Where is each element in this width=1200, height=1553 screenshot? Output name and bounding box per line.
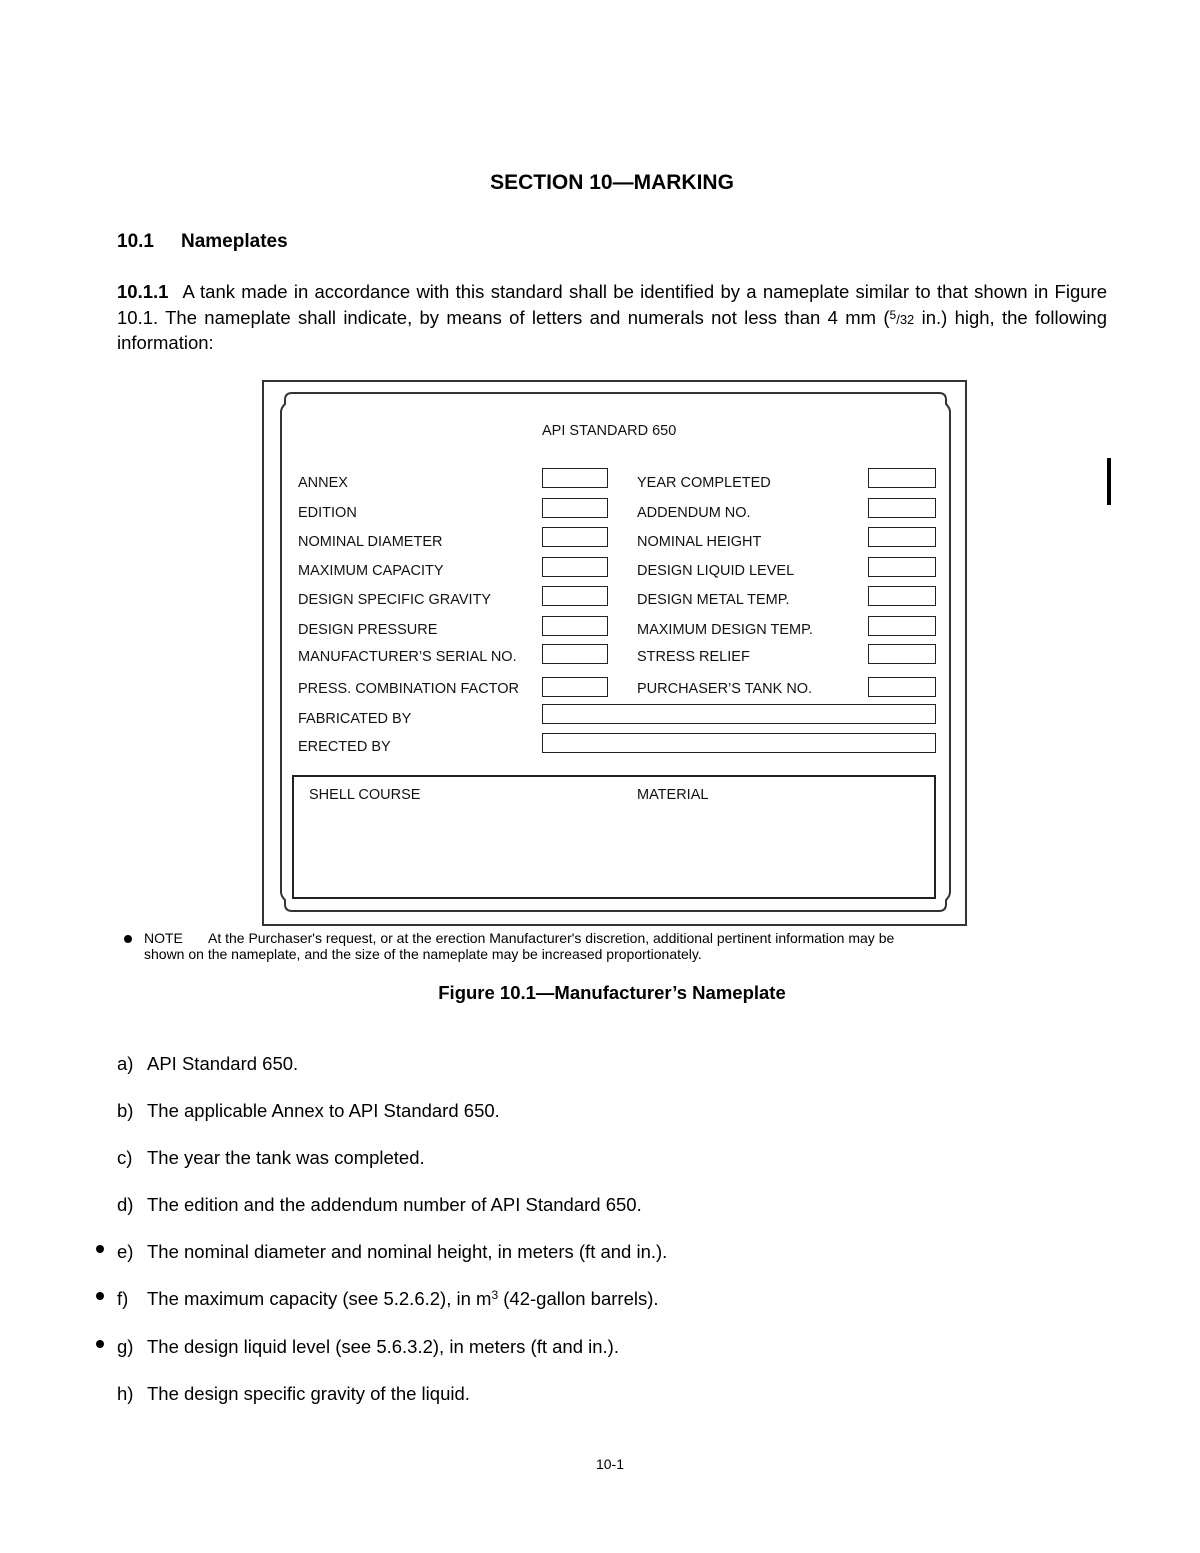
- list-item: e) The nominal diameter and nominal height, in meters (ft and in.).: [117, 1241, 668, 1262]
- list-item: c) The year the tank was completed.: [117, 1147, 425, 1168]
- nameplate-right-field: [868, 527, 936, 547]
- note-label: NOTE: [144, 930, 183, 946]
- page-number: 10-1: [595, 1456, 625, 1472]
- nameplate-right-field: [868, 557, 936, 577]
- erected-by-label: ERECTED BY: [298, 739, 391, 755]
- nameplate-right-label: DESIGN METAL TEMP.: [637, 592, 790, 608]
- nameplate-left-label: DESIGN SPECIFIC GRAVITY: [298, 592, 492, 608]
- nameplate-left-label: EDITION: [298, 505, 357, 521]
- nameplate-left-field: [542, 616, 608, 636]
- revision-bullet: [96, 1340, 104, 1348]
- nameplate-left-label: MAXIMUM CAPACITY: [298, 563, 444, 579]
- nameplate-left-label: DESIGN PRESSURE: [298, 622, 438, 638]
- nameplate-right-label: YEAR COMPLETED: [637, 475, 771, 491]
- nameplate-right-field: [868, 677, 936, 697]
- list-item: b) The applicable Annex to API Standard 650.: [117, 1100, 500, 1121]
- shell-course-label: SHELL COURSE: [309, 787, 421, 803]
- heading-title: Nameplates: [181, 231, 288, 252]
- nameplate-right-label: PURCHASER’S TANK NO.: [637, 681, 813, 697]
- note-line-2: shown on the nameplate, and the size of the nameplate may be increased proportionately.: [144, 946, 702, 962]
- paragraph-10-1-1: [117, 280, 1107, 355]
- nameplate-left-field: [542, 586, 608, 606]
- list-item: g) The design liquid level (see 5.6.3.2), in meters (ft and in.).: [117, 1336, 619, 1357]
- nameplate-right-label: DESIGN LIQUID LEVEL: [637, 563, 795, 579]
- fraction-denominator: /32: [896, 311, 915, 327]
- material-label: MATERIAL: [637, 787, 709, 803]
- nameplate-right-label: STRESS RELIEF: [637, 649, 750, 665]
- nameplate-left-field: [542, 644, 608, 664]
- revision-bullet: [124, 935, 132, 943]
- nameplate-left-label: MANUFACTURER’S SERIAL NO.: [298, 649, 517, 665]
- change-bar: [1107, 458, 1111, 505]
- nameplate-right-label: MAXIMUM DESIGN TEMP.: [637, 622, 813, 638]
- nameplate-left-label: ANNEX: [298, 475, 348, 491]
- figure-caption: Figure 10.1—Manufacturer’s Nameplate: [438, 982, 786, 1003]
- nameplate-left-field: [542, 557, 608, 577]
- nameplate-left-field: [542, 468, 608, 488]
- nameplate-right-label: NOMINAL HEIGHT: [637, 534, 762, 550]
- paragraph-text-b: in.) high, the following information:: [117, 306, 1107, 353]
- list-item: f) The maximum capacity (see 5.2.6.2), in $m^3$ (42-gallon barrels).: [117, 1288, 659, 1309]
- nameplate-right-field: [868, 586, 936, 606]
- nameplate-right-field: [868, 498, 936, 518]
- nameplate-left-label: NOMINAL DIAMETER: [298, 534, 443, 550]
- revision-bullet: [96, 1292, 104, 1300]
- list-item: h) The design specific gravity of the liquid.: [117, 1383, 470, 1404]
- list-item: a) API Standard 650.: [117, 1053, 299, 1074]
- nameplate-right-label: ADDENDUM NO.: [637, 505, 751, 521]
- subsection-heading: [117, 231, 288, 253]
- erected-by-field: [542, 733, 936, 753]
- fraction-numerator: 5: [889, 307, 897, 322]
- fabricated-by-label: FABRICATED BY: [298, 711, 412, 727]
- nameplate-right-field: [868, 616, 936, 636]
- note-line-1: At the Purchaser's request, or at the erection Manufacturer's discretion, additional pertinent information may be: [208, 930, 895, 946]
- nameplate-left-field: [542, 527, 608, 547]
- nameplate-title: API STANDARD 650: [542, 423, 677, 439]
- nameplate-left-label: PRESS. COMBINATION FACTOR: [298, 681, 520, 697]
- paragraph-text-a: A tank made in accordance with this standard shall be identified by a nameplate similar to that shown in Figure 10.1. The nameplate shall indicate, by means of letters and numerals not less than 4 mm (: [117, 281, 1107, 328]
- list-item: d) The edition and the addendum number of API Standard 650.: [117, 1194, 642, 1215]
- nameplate-left-field: [542, 498, 608, 518]
- nameplate-left-field: [542, 677, 608, 697]
- fabricated-by-field: [542, 704, 936, 724]
- heading-number: 10.1: [117, 231, 154, 252]
- section-title: SECTION 10—MARKING: [490, 171, 734, 194]
- nameplate-right-field: [868, 644, 936, 664]
- revision-bullet: [96, 1245, 104, 1253]
- paragraph-number: 10.1.1: [117, 281, 169, 302]
- nameplate-right-field: [868, 468, 936, 488]
